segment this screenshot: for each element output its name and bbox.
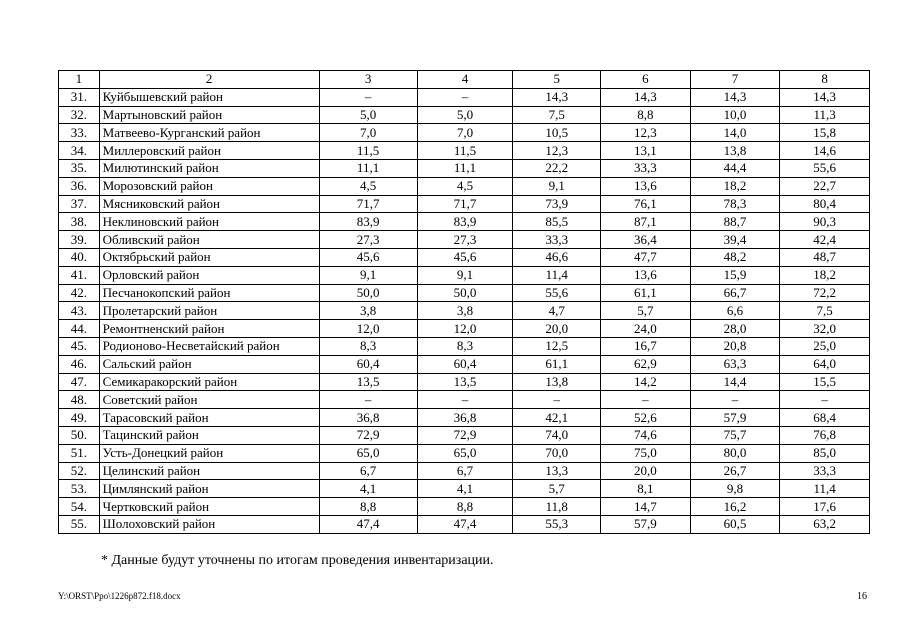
value-cell: 14,3 <box>690 88 780 106</box>
value-cell: 48,7 <box>780 248 870 266</box>
value-cell: 36,8 <box>319 409 417 427</box>
value-cell: 48,2 <box>690 248 780 266</box>
district-name: Песчанокопский район <box>99 284 319 302</box>
district-name: Родионово-Несветайский район <box>99 337 319 355</box>
value-cell: 13,8 <box>690 142 780 160</box>
value-cell: 9,1 <box>513 177 601 195</box>
value-cell: 12,3 <box>601 124 691 142</box>
value-cell: 88,7 <box>690 213 780 231</box>
value-cell: 55,3 <box>513 515 601 533</box>
value-cell: 55,6 <box>780 159 870 177</box>
value-cell: – <box>780 391 870 409</box>
footer-file-path: Y:\ORST\Ppo\1226p872.f18.docx <box>58 591 181 601</box>
value-cell: 20,0 <box>513 320 601 338</box>
value-cell: 9,1 <box>319 266 417 284</box>
value-cell: 32,0 <box>780 320 870 338</box>
value-cell: 13,3 <box>513 462 601 480</box>
value-cell: 55,6 <box>513 284 601 302</box>
value-cell: 11,8 <box>513 498 601 516</box>
value-cell: 9,8 <box>690 480 780 498</box>
value-cell: 72,9 <box>417 426 513 444</box>
value-cell: 73,9 <box>513 195 601 213</box>
row-number: 52. <box>59 462 100 480</box>
value-cell: 14,3 <box>780 88 870 106</box>
row-number: 44. <box>59 320 100 338</box>
district-name: Цимлянский район <box>99 480 319 498</box>
table-row <box>59 124 870 142</box>
value-cell: 5,7 <box>601 302 691 320</box>
district-name: Матвеево-Курганский район <box>99 124 319 142</box>
value-cell: 44,4 <box>690 159 780 177</box>
value-cell: 22,2 <box>513 159 601 177</box>
value-cell: 11,4 <box>780 480 870 498</box>
value-cell: 13,5 <box>417 373 513 391</box>
district-name: Пролетарский район <box>99 302 319 320</box>
row-number: 46. <box>59 355 100 373</box>
table-row <box>59 266 870 284</box>
row-number: 34. <box>59 142 100 160</box>
value-cell: 47,4 <box>319 515 417 533</box>
value-cell: 66,7 <box>690 284 780 302</box>
row-number: 45. <box>59 337 100 355</box>
value-cell: 9,1 <box>417 266 513 284</box>
value-cell: 6,6 <box>690 302 780 320</box>
value-cell: 18,2 <box>690 177 780 195</box>
value-cell: 61,1 <box>601 284 691 302</box>
value-cell: 8,1 <box>601 480 691 498</box>
district-name: Тацинский район <box>99 426 319 444</box>
district-name: Советский район <box>99 391 319 409</box>
value-cell: 13,8 <box>513 373 601 391</box>
table-row <box>59 409 870 427</box>
district-name: Шолоховский район <box>99 515 319 533</box>
district-name: Орловский район <box>99 266 319 284</box>
value-cell: – <box>319 391 417 409</box>
district-name: Неклиновский район <box>99 213 319 231</box>
value-cell: – <box>513 391 601 409</box>
table-row <box>59 159 870 177</box>
data-table <box>58 70 870 534</box>
value-cell: – <box>417 88 513 106</box>
value-cell: 14,3 <box>601 88 691 106</box>
row-number: 50. <box>59 426 100 444</box>
value-cell: 14,6 <box>780 142 870 160</box>
value-cell: 6,7 <box>319 462 417 480</box>
table-row <box>59 195 870 213</box>
table-body <box>59 71 870 534</box>
value-cell: 7,0 <box>319 124 417 142</box>
row-number: 35. <box>59 159 100 177</box>
value-cell: – <box>690 391 780 409</box>
value-cell: 8,8 <box>417 498 513 516</box>
value-cell: 74,6 <box>601 426 691 444</box>
value-cell: 11,3 <box>780 106 870 124</box>
table-row <box>59 426 870 444</box>
value-cell: 39,4 <box>690 231 780 249</box>
value-cell: 60,4 <box>319 355 417 373</box>
table-row <box>59 302 870 320</box>
header-cell: 1 <box>59 71 100 89</box>
district-name: Милютинский район <box>99 159 319 177</box>
value-cell: 14,7 <box>601 498 691 516</box>
row-number: 36. <box>59 177 100 195</box>
table-row <box>59 355 870 373</box>
value-cell: 65,0 <box>417 444 513 462</box>
value-cell: 90,3 <box>780 213 870 231</box>
row-number: 38. <box>59 213 100 231</box>
header-cell: 7 <box>690 71 780 89</box>
table-row <box>59 462 870 480</box>
row-number: 41. <box>59 266 100 284</box>
value-cell: 45,6 <box>417 248 513 266</box>
header-cell: 5 <box>513 71 601 89</box>
value-cell: 11,1 <box>319 159 417 177</box>
value-cell: 36,4 <box>601 231 691 249</box>
value-cell: 11,5 <box>417 142 513 160</box>
value-cell: 85,5 <box>513 213 601 231</box>
row-number: 51. <box>59 444 100 462</box>
value-cell: 10,5 <box>513 124 601 142</box>
value-cell: 11,4 <box>513 266 601 284</box>
value-cell: 57,9 <box>601 515 691 533</box>
district-name: Целинский район <box>99 462 319 480</box>
header-cell: 6 <box>601 71 691 89</box>
row-number: 37. <box>59 195 100 213</box>
value-cell: 8,3 <box>417 337 513 355</box>
value-cell: 75,0 <box>601 444 691 462</box>
value-cell: 42,1 <box>513 409 601 427</box>
row-number: 48. <box>59 391 100 409</box>
value-cell: 6,7 <box>417 462 513 480</box>
value-cell: 17,6 <box>780 498 870 516</box>
value-cell: 13,6 <box>601 177 691 195</box>
district-name: Морозовский район <box>99 177 319 195</box>
value-cell: 7,0 <box>417 124 513 142</box>
value-cell: 74,0 <box>513 426 601 444</box>
value-cell: 72,2 <box>780 284 870 302</box>
value-cell: 33,3 <box>601 159 691 177</box>
value-cell: 16,7 <box>601 337 691 355</box>
table-row <box>59 106 870 124</box>
table-row <box>59 231 870 249</box>
value-cell: 8,8 <box>319 498 417 516</box>
value-cell: 76,8 <box>780 426 870 444</box>
value-cell: – <box>417 391 513 409</box>
value-cell: 15,9 <box>690 266 780 284</box>
table-header-row <box>59 71 870 89</box>
value-cell: 12,0 <box>319 320 417 338</box>
value-cell: 4,7 <box>513 302 601 320</box>
header-cell: 2 <box>99 71 319 89</box>
district-name: Мартыновский район <box>99 106 319 124</box>
table-row <box>59 391 870 409</box>
value-cell: 25,0 <box>780 337 870 355</box>
row-number: 49. <box>59 409 100 427</box>
page-number: 16 <box>857 591 867 602</box>
value-cell: 87,1 <box>601 213 691 231</box>
value-cell: 5,7 <box>513 480 601 498</box>
value-cell: 72,9 <box>319 426 417 444</box>
value-cell: 13,6 <box>601 266 691 284</box>
district-name: Обливский район <box>99 231 319 249</box>
header-cell: 4 <box>417 71 513 89</box>
value-cell: 57,9 <box>690 409 780 427</box>
value-cell: 14,2 <box>601 373 691 391</box>
value-cell: 8,3 <box>319 337 417 355</box>
row-number: 40. <box>59 248 100 266</box>
value-cell: 14,4 <box>690 373 780 391</box>
table-row <box>59 515 870 533</box>
value-cell: 4,1 <box>319 480 417 498</box>
row-number: 42. <box>59 284 100 302</box>
district-name: Чертковский район <box>99 498 319 516</box>
value-cell: 76,1 <box>601 195 691 213</box>
value-cell: 75,7 <box>690 426 780 444</box>
value-cell: 78,3 <box>690 195 780 213</box>
value-cell: 16,2 <box>690 498 780 516</box>
value-cell: 27,3 <box>417 231 513 249</box>
value-cell: 4,1 <box>417 480 513 498</box>
value-cell: 63,2 <box>780 515 870 533</box>
table-row <box>59 142 870 160</box>
table-row <box>59 444 870 462</box>
value-cell: 12,0 <box>417 320 513 338</box>
value-cell: 62,9 <box>601 355 691 373</box>
table-row <box>59 248 870 266</box>
value-cell: – <box>319 88 417 106</box>
value-cell: 26,7 <box>690 462 780 480</box>
table-row <box>59 320 870 338</box>
table-row <box>59 498 870 516</box>
value-cell: 12,5 <box>513 337 601 355</box>
value-cell: 83,9 <box>319 213 417 231</box>
table-row <box>59 88 870 106</box>
value-cell: 7,5 <box>513 106 601 124</box>
footnote: * Данные будут уточнены по итогам проведения инвентаризации. <box>101 553 494 568</box>
district-name: Усть-Донецкий район <box>99 444 319 462</box>
district-name: Семикаракорский район <box>99 373 319 391</box>
value-cell: 50,0 <box>417 284 513 302</box>
value-cell: 63,3 <box>690 355 780 373</box>
value-cell: 3,8 <box>417 302 513 320</box>
header-cell: 3 <box>319 71 417 89</box>
value-cell: 22,7 <box>780 177 870 195</box>
row-number: 32. <box>59 106 100 124</box>
value-cell: 83,9 <box>417 213 513 231</box>
district-name: Мясниковский район <box>99 195 319 213</box>
value-cell: 8,8 <box>601 106 691 124</box>
row-number: 54. <box>59 498 100 516</box>
district-name: Ремонтненский район <box>99 320 319 338</box>
value-cell: 7,5 <box>780 302 870 320</box>
value-cell: 5,0 <box>417 106 513 124</box>
value-cell: 12,3 <box>513 142 601 160</box>
value-cell: 24,0 <box>601 320 691 338</box>
value-cell: 60,5 <box>690 515 780 533</box>
value-cell: 33,3 <box>513 231 601 249</box>
row-number: 47. <box>59 373 100 391</box>
table-row <box>59 177 870 195</box>
header-cell: 8 <box>780 71 870 89</box>
value-cell: 80,0 <box>690 444 780 462</box>
value-cell: 65,0 <box>319 444 417 462</box>
value-cell: 46,6 <box>513 248 601 266</box>
value-cell: 10,0 <box>690 106 780 124</box>
value-cell: 71,7 <box>417 195 513 213</box>
value-cell: 11,5 <box>319 142 417 160</box>
table-row <box>59 213 870 231</box>
value-cell: 68,4 <box>780 409 870 427</box>
value-cell: 85,0 <box>780 444 870 462</box>
table-row <box>59 373 870 391</box>
row-number: 53. <box>59 480 100 498</box>
value-cell: 36,8 <box>417 409 513 427</box>
value-cell: – <box>601 391 691 409</box>
value-cell: 80,4 <box>780 195 870 213</box>
district-name: Куйбышевский район <box>99 88 319 106</box>
value-cell: 64,0 <box>780 355 870 373</box>
value-cell: 27,3 <box>319 231 417 249</box>
row-number: 55. <box>59 515 100 533</box>
value-cell: 47,4 <box>417 515 513 533</box>
value-cell: 13,1 <box>601 142 691 160</box>
value-cell: 47,7 <box>601 248 691 266</box>
value-cell: 4,5 <box>417 177 513 195</box>
table-row <box>59 480 870 498</box>
value-cell: 52,6 <box>601 409 691 427</box>
value-cell: 5,0 <box>319 106 417 124</box>
value-cell: 33,3 <box>780 462 870 480</box>
value-cell: 60,4 <box>417 355 513 373</box>
value-cell: 70,0 <box>513 444 601 462</box>
value-cell: 42,4 <box>780 231 870 249</box>
value-cell: 28,0 <box>690 320 780 338</box>
district-name: Тарасовский район <box>99 409 319 427</box>
value-cell: 14,3 <box>513 88 601 106</box>
value-cell: 15,5 <box>780 373 870 391</box>
value-cell: 14,0 <box>690 124 780 142</box>
table-row <box>59 337 870 355</box>
district-name: Миллеровский район <box>99 142 319 160</box>
row-number: 39. <box>59 231 100 249</box>
value-cell: 50,0 <box>319 284 417 302</box>
value-cell: 4,5 <box>319 177 417 195</box>
value-cell: 20,0 <box>601 462 691 480</box>
value-cell: 18,2 <box>780 266 870 284</box>
value-cell: 71,7 <box>319 195 417 213</box>
row-number: 33. <box>59 124 100 142</box>
value-cell: 13,5 <box>319 373 417 391</box>
district-name: Октябрьский район <box>99 248 319 266</box>
row-number: 43. <box>59 302 100 320</box>
value-cell: 11,1 <box>417 159 513 177</box>
district-name: Сальский район <box>99 355 319 373</box>
value-cell: 45,6 <box>319 248 417 266</box>
table-row <box>59 284 870 302</box>
value-cell: 61,1 <box>513 355 601 373</box>
value-cell: 3,8 <box>319 302 417 320</box>
value-cell: 20,8 <box>690 337 780 355</box>
value-cell: 15,8 <box>780 124 870 142</box>
row-number: 31. <box>59 88 100 106</box>
